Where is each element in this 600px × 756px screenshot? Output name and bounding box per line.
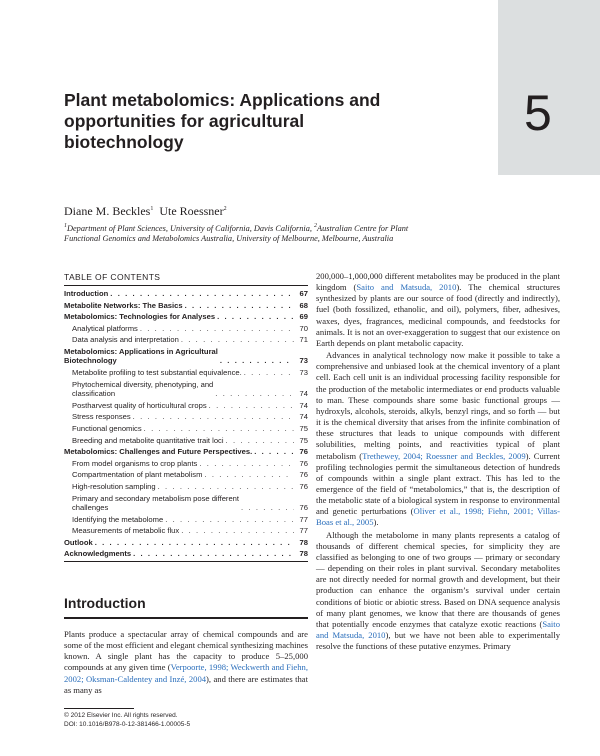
author-name: Diane M. Beckles: [64, 204, 151, 218]
chapter-number: 5: [524, 85, 552, 141]
author-superscript: 1: [150, 206, 154, 212]
toc-entry-page: 76: [299, 481, 308, 491]
toc-entry[interactable]: [64, 380, 308, 399]
toc-entry-page: 74: [299, 389, 308, 399]
toc-entry-page: 71: [299, 335, 308, 345]
toc-divider: [64, 561, 308, 562]
toc-leader-dots: [133, 549, 294, 559]
toc-entry-label: Breeding and metabolite quantitative trait loci: [72, 435, 224, 445]
toc-leader-dots: [204, 470, 294, 480]
toc-entry[interactable]: [64, 515, 308, 525]
citation-link[interactable]: Verpoorte, 1998; Weckwerth and Fiehn, 2002; Oksman-Caldentey and Inzé, 2004: [64, 662, 308, 684]
paragraph: [316, 350, 560, 529]
citation-link[interactable]: Saito and Matsuda, 2010: [316, 618, 560, 640]
chapter-title: Plant metabolomics: Applications and opportunities for agricultural biotechnology: [64, 90, 381, 152]
toc-entry[interactable]: [64, 401, 308, 411]
affiliation-superscript: 2: [314, 223, 318, 229]
paragraph-text: ), and there are estimates that as many as: [64, 673, 308, 695]
toc-leader-dots: [181, 526, 294, 536]
toc-entry[interactable]: [64, 335, 308, 345]
toc-entry-label: Metabolite profiling to test substantial equivalence.: [72, 368, 242, 378]
toc-entry[interactable]: [64, 347, 308, 366]
toc-entry-label: Metabolomics: Technologies for Analyses: [64, 312, 216, 322]
toc-entry[interactable]: [64, 324, 308, 334]
toc-entry-label: Acknowledgments: [64, 549, 132, 559]
toc-entry-label: Metabolomics: Applications in Agricultural Biotechnology: [64, 346, 218, 366]
paragraph-text: ), but we have not been able to experimentally resolve the functions of these putative enzymes. Primary: [316, 630, 560, 652]
toc-entry-page: 77: [299, 514, 308, 524]
toc-entry-label: Primary and secondary metabolism pose different challenges: [72, 493, 240, 512]
toc-leader-dots: [185, 301, 294, 311]
toc-entry-label: Outlook: [64, 537, 93, 547]
right-column: [316, 271, 560, 653]
paragraph-text: Plants produce a spectacular array of chemical compounds and are some of the most efficient and elegant chemical synthesizing machines known. A single plant has the capacity to produce 5–25,000 compounds at any given time (: [64, 629, 308, 673]
toc-entry-page: 78: [299, 549, 308, 559]
footer: [64, 711, 190, 729]
toc-entry-page: 77: [299, 526, 308, 536]
toc-entry-label: Introduction: [64, 289, 109, 298]
toc-entry-page: 73: [299, 356, 308, 366]
section-heading-introduction: Introduction: [64, 595, 308, 619]
toc-entry-page: 67: [299, 289, 308, 298]
paragraph: [316, 530, 560, 653]
toc-leader-dots: [165, 515, 294, 525]
toc-leader-dots: [215, 389, 294, 399]
toc-entry-label: High-resolution sampling: [72, 481, 156, 491]
toc-leader-dots: [244, 368, 294, 378]
toc-leader-dots: [209, 401, 294, 411]
paragraph-text: Although the metabolome in many plants represents a catalog of thousands of different chemical species, for simplicity they are classified as belonging to one of two groups — primary or secondary — depending on their roles in plant survival. Secondary metabolites are not directly needed for normal growth and development, but their production can enhance the organism’s survival under certain conditions of biotic or abiotic stress. Based on DNA sequence analysis of many plant genomes, we know that there are thousands of genes that potentially encode enzymes that catalyze exotic reactions (: [316, 529, 560, 629]
affiliation-text: Australian Centre for Plant Functional Genomics and Metabolomics Australia, University of Melbourne, Melbourne, Australia: [64, 223, 409, 244]
toc-entry-page: 74: [299, 400, 308, 410]
toc-entry-label: Metabolomics: Challenges and Future Perspectives.: [64, 447, 253, 457]
toc-entry-label: Functional genomics: [72, 423, 142, 433]
toc-entry-page: 76: [299, 458, 308, 468]
toc-entry[interactable]: [64, 470, 308, 480]
authors: [64, 204, 227, 219]
toc-entry-label: From model organisms to crop plants: [72, 458, 198, 468]
affiliation-superscript: 1: [64, 223, 67, 229]
toc-entry-page: 76: [299, 470, 308, 480]
toc-entry-label: Measurements of metabolic flux: [72, 526, 180, 536]
author-superscript: 2: [223, 206, 227, 212]
toc-entry[interactable]: [64, 368, 308, 378]
toc-entry-page: 76: [299, 447, 308, 457]
toc-entry-label: Data analysis and interpretation: [72, 335, 179, 345]
author-name: Ute Roessner: [159, 204, 224, 218]
footer-divider: [64, 708, 134, 709]
toc-leader-dots: [217, 312, 294, 322]
toc-entry[interactable]: [64, 459, 308, 469]
toc-leader-dots: [140, 324, 294, 334]
toc-entry[interactable]: [64, 301, 308, 311]
toc-entry-page: 69: [299, 312, 308, 322]
toc-entry-page: 74: [299, 412, 308, 422]
citation-link[interactable]: Oliver et al., 1998; Fiehn, 2001; Villas-Boas et al., 2005: [316, 506, 561, 528]
intro-paragraph: [64, 629, 308, 696]
copyright-text: © 2012 Elsevier Inc. All rights reserved.: [64, 712, 178, 719]
toc-leader-dots: [226, 436, 294, 446]
toc-entry-page: 75: [299, 435, 308, 445]
toc-leader-dots: [220, 356, 294, 366]
toc-entry[interactable]: [64, 436, 308, 446]
toc-leader-dots: [181, 335, 294, 345]
toc-entry-page: 70: [299, 323, 308, 333]
toc-entry-label: Analytical platforms: [72, 323, 138, 333]
paragraph-text: ). The chemical structures synthesized by plants are our source of food (directly and indirectly), fuel (both fossilized, ethanolic, and oil), polymers, fiber, adhesives, waxes, dyes, fragrances, medicinal compounds, and feedstocks for animals. It is not an over-exaggeration to suggest that our existence on Earth depends on plant metabolic capacity.: [316, 282, 560, 348]
toc-entry[interactable]: [64, 412, 308, 422]
paragraph-text: ).: [373, 517, 379, 528]
toc-entry[interactable]: [64, 526, 308, 536]
toc-entry[interactable]: [64, 549, 308, 559]
toc-entry-label: Identifying the metabolome: [72, 514, 164, 524]
affiliations: [64, 221, 424, 245]
toc-list: [64, 289, 308, 559]
toc-entry[interactable]: [64, 424, 308, 434]
toc-entry-page: 75: [299, 423, 308, 433]
toc-entry-page: 78: [299, 537, 308, 547]
toc-leader-dots: [254, 447, 294, 457]
toc-entry-page: 73: [299, 368, 308, 378]
toc-entry-label: Phytochemical diversity, phenotyping, and classification: [72, 379, 214, 399]
toc-entry-label: Stress responses: [72, 412, 131, 422]
toc-leader-dots: [144, 424, 294, 434]
citation-link[interactable]: Trethewey, 2004; Roessner and Beckles, 2009: [362, 450, 526, 461]
toc-title: TABLE OF CONTENTS: [64, 272, 308, 286]
toc-entry-page: 68: [299, 300, 308, 310]
toc-leader-dots: [199, 459, 294, 469]
toc-entry[interactable]: [64, 538, 308, 548]
affiliation-text: Department of Plant Sciences, University of California, Davis California,: [67, 223, 315, 233]
toc-entry-label: Metabolite Networks: The Basics: [64, 300, 183, 310]
paragraph-text: 200,000–1,000,000 different metabolites may be produced in the plant kingdom (: [316, 271, 560, 293]
citation-link[interactable]: Saito and Matsuda, 2010: [356, 282, 457, 293]
table-of-contents: [64, 272, 308, 562]
paragraph: [316, 271, 560, 349]
toc-entry-page: 76: [299, 503, 308, 512]
toc-entry-label: Postharvest quality of horticultural crops: [72, 400, 207, 410]
toc-entry[interactable]: [64, 494, 308, 513]
toc-entry[interactable]: [64, 482, 308, 492]
paragraph-text: ). Current profiling technologies permit the simultaneous detection of hundreds of compounds within a single plant extract. This has led to the emergence of the field of “metabolomics,” that is, the description of the metabolic state of a biological system in response to environmental and genetic perturbations (: [316, 450, 560, 517]
toc-entry[interactable]: [64, 447, 308, 457]
doi-text: DOI: 10.1016/B978-0-12-381466-1.00005-5: [64, 721, 191, 728]
toc-entry[interactable]: [64, 289, 308, 299]
toc-leader-dots: [95, 538, 294, 548]
toc-entry[interactable]: [64, 312, 308, 322]
paragraph-text: Advances in analytical technology now make it possible to take a comprehensive and unbiased look at the chemical inventory of a plant cell. Each cell unit is an individual processing facility responsible for the production of the metabolic intermediates or end products valuable to man. These compounds share some basic functional groups — hydroxyls, alcohols, steroids, alkyls, benzyl rings, and so forth — but it is the chemical diversity that arises from the infinite combination of these structures that leads to unique compounds with different solubilities, melting points, and reactivities typical of plant metabolism (: [316, 350, 560, 461]
toc-leader-dots: [241, 503, 294, 513]
toc-leader-dots: [110, 289, 294, 299]
toc-leader-dots: [133, 412, 294, 422]
toc-leader-dots: [158, 482, 294, 492]
toc-entry-label: Compartmentation of plant metabolism: [72, 470, 203, 480]
